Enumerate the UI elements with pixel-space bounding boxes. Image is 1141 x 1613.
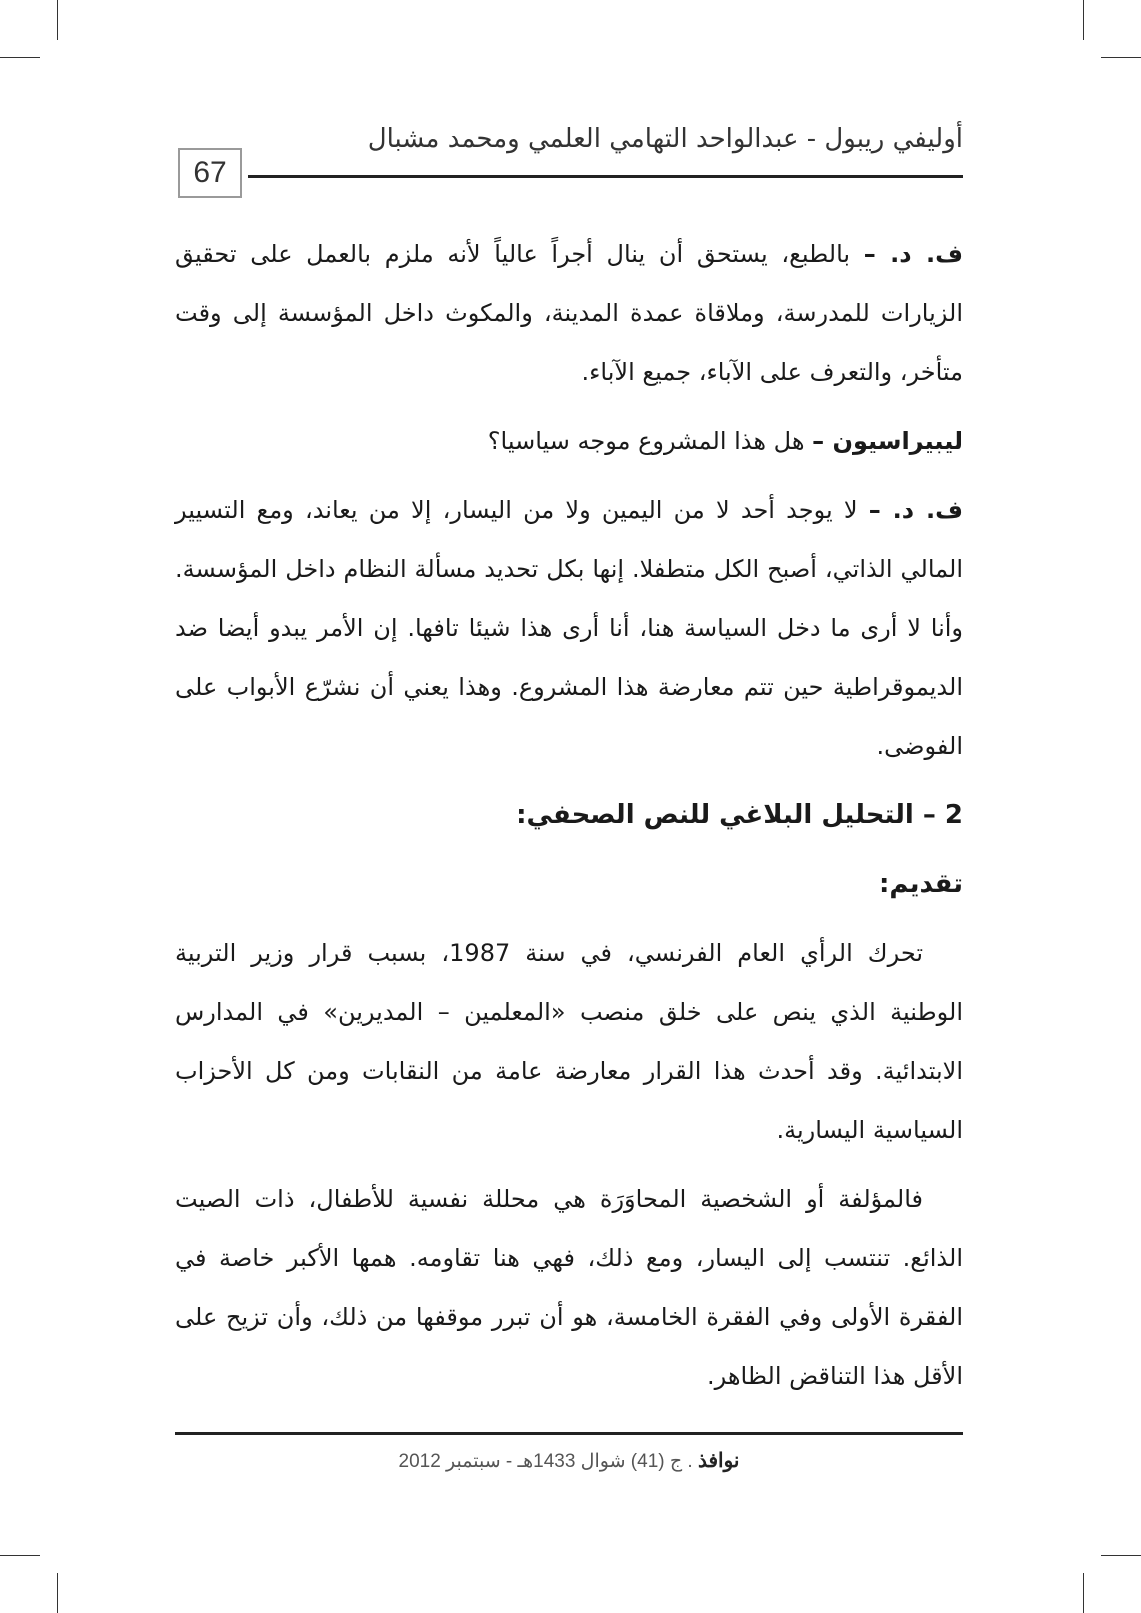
paragraph-text: لا يوجد أحد لا من اليمين ولا من اليسار، إلا من يعاند، ومع التسيير المالي الذاتي، أصبح الكل متطفلا. إنها بكل تحديد مسألة النظام داخل المؤسسة. وأنا لا أرى ما دخل السياسة هنا، أنا أرى هذا شيئا تافها. إن الأمر يبدو أيضا ضد الديموقراطية حين تتم معارضة هذا المشروع. وهذا يعني أن نشرّع الأبواب على الفوضى. xyxy=(175,496,963,760)
crop-mark-top-right xyxy=(1083,0,1084,40)
paragraph-question xyxy=(175,412,963,471)
crop-mark-top-left xyxy=(57,0,58,40)
paragraph-author: فالمؤلفة أو الشخصية المحاوَرَة هي محللة نفسية للأطفال، ذات الصيت الذائع. تنتسب إلى اليسار، ومع ذلك، فهي هنا تقاومه. همها الأكبر خاصة في الفقرة الأولى وفي الفقرة الخامسة، هو أن تبرر موقفها من ذلك، وأن تزيح على الأقل هذا التناقض الظاهر. xyxy=(175,1185,963,1390)
footer-divider xyxy=(175,1432,963,1435)
paragraph-text: بالطبع، يستحق أن ينال أجراً عالياً لأنه ملزم بالعمل على تحقيق الزيارات للمدرسة، وملاقاة عمدة المدينة، والمكوث داخل المؤسسة إلى وقت متأخر، والتعرف على الآباء، جميع الآباء. xyxy=(175,240,963,386)
section-title: التحليل البلاغي للنص الصحفي: xyxy=(516,800,914,830)
crop-mark-left-bottom xyxy=(0,1555,40,1556)
crop-mark-left-top xyxy=(0,57,40,58)
speaker-label: ليبيراسيون – xyxy=(812,427,963,455)
crop-mark-right-bottom xyxy=(1101,1555,1141,1556)
page-body xyxy=(175,225,963,1416)
journal-name: نوافذ xyxy=(697,1448,740,1472)
question-text: هل هذا المشروع موجه سياسيا؟ xyxy=(487,427,805,455)
section-heading xyxy=(175,786,963,845)
footer xyxy=(175,1448,963,1473)
speaker-label: ف. د. – xyxy=(868,496,964,524)
paragraph-introduction: تحرك الرأي العام الفرنسي، في سنة 1987، بسبب قرار وزير التربية الوطنية الذي ينص على خلق منصب «المعلمين – المديرين» في المدارس الابتدائية. وقد أحدث هذا القرار معارضة عامة من النقابات ومن كل الأحزاب السياسية اليسارية. xyxy=(175,939,963,1144)
speaker-label: ف. د. – xyxy=(863,240,963,268)
paragraph-answer-1 xyxy=(175,225,963,402)
header-divider xyxy=(248,175,963,178)
sub-heading: تقديم: xyxy=(878,869,963,899)
issue-info: . ج (41) شوال 1433هـ - سبتمبر 2012 xyxy=(398,1451,693,1472)
paragraph-answer-2 xyxy=(175,481,963,776)
page-number-text: 67 xyxy=(193,156,227,189)
running-header-title: أوليفي ريبول - عبدالواحد التهامي العلمي ومحمد مشبال xyxy=(367,124,963,154)
crop-mark-bottom-left xyxy=(57,1573,58,1613)
page-number xyxy=(178,148,242,198)
section-number: 2 – xyxy=(922,800,963,830)
crop-mark-bottom-right xyxy=(1083,1573,1084,1613)
crop-mark-right-top xyxy=(1101,57,1141,58)
